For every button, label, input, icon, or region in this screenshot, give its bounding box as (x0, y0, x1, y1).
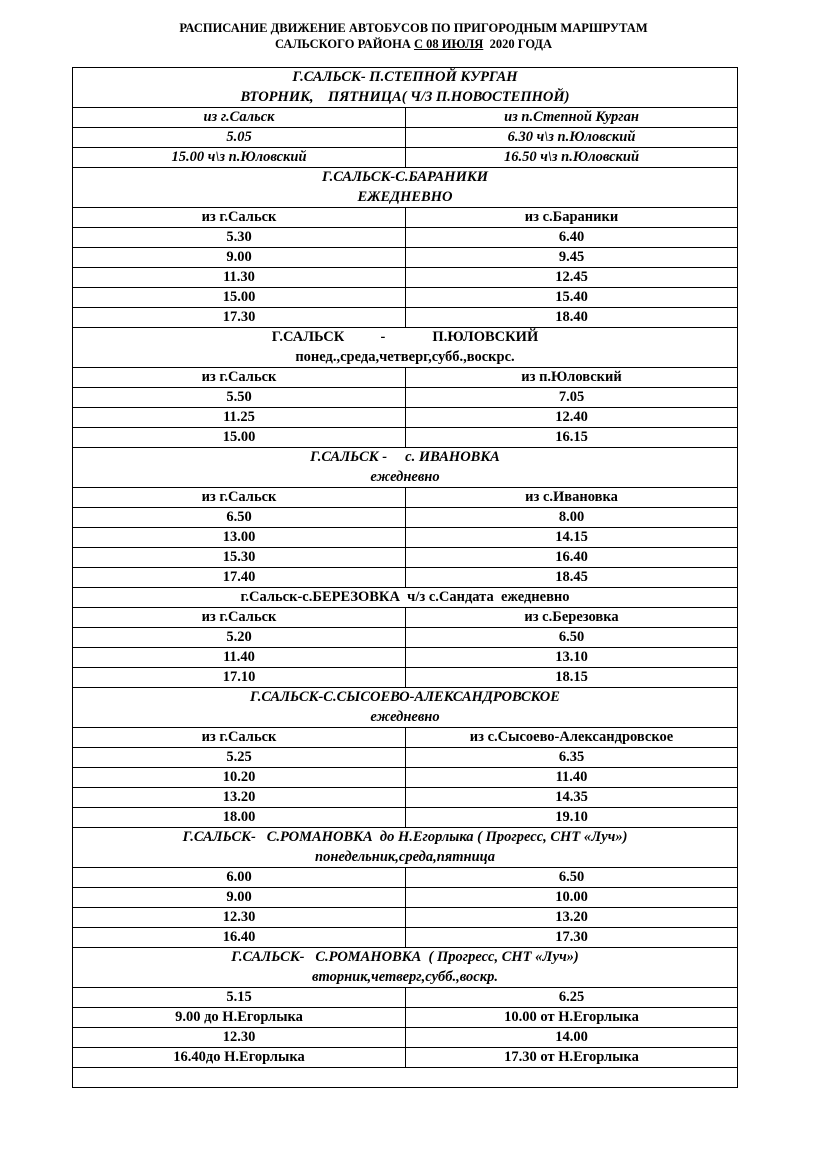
route-days: ЕЖЕДНЕВНО (357, 188, 453, 205)
departure-time: 16.40до Н.Егорлыка (73, 1048, 406, 1068)
departure-time: 6.50 (73, 508, 406, 528)
return-time: 19.10 (406, 808, 738, 828)
route-name: Г.САЛЬСК - П.ЮЛОВСКИЙ (271, 329, 539, 345)
return-time: 18.15 (406, 668, 738, 688)
return-time: 18.40 (406, 308, 738, 328)
col-from-header: из г.Сальск (73, 728, 406, 748)
return-time: 6.35 (406, 748, 738, 768)
route-days: вторник,четверг,субб.,воскр. (312, 968, 498, 985)
route-title-row (73, 448, 738, 488)
route-days: ВТОРНИК, ПЯТНИЦА( Ч/З П.НОВОСТЕПНОЙ) (240, 88, 570, 105)
departure-time: 11.40 (73, 648, 406, 668)
route-title (73, 828, 738, 868)
table-row (73, 668, 738, 688)
return-time: 10.00 от Н.Егорлыка (406, 1008, 738, 1028)
departure-time: 17.40 (73, 568, 406, 588)
return-time: 13.10 (406, 648, 738, 668)
table-row (73, 628, 738, 648)
route-title (73, 948, 738, 988)
return-time: 6.50 (406, 868, 738, 888)
route-title-row (73, 328, 738, 368)
route-name: Г.САЛЬСК- С.РОМАНОВКА до Н.Егорлыка ( Прогресс, СНТ «Луч») (182, 829, 628, 845)
departure-time: 9.00 (73, 248, 406, 268)
col-to-header: из с.Березовка (406, 608, 738, 628)
col-to-header: из п.Юловский (406, 368, 738, 388)
column-header-row (73, 728, 738, 748)
table-row (73, 408, 738, 428)
route-title-row (73, 68, 738, 108)
departure-time: 9.00 до Н.Егорлыка (73, 1008, 406, 1028)
header-line-2 (0, 36, 827, 52)
table-row (73, 648, 738, 668)
return-time: 11.40 (406, 768, 738, 788)
route-title-row (73, 828, 738, 868)
table-row (73, 528, 738, 548)
return-time: 6.40 (406, 228, 738, 248)
route-title-row (73, 688, 738, 728)
table-row (73, 568, 738, 588)
table-row (73, 1028, 738, 1048)
table-row (73, 928, 738, 948)
table-row (73, 428, 738, 448)
table-row (73, 1008, 738, 1028)
table-row (73, 268, 738, 288)
table-row (73, 748, 738, 768)
col-from-header: из г.Сальск (73, 208, 406, 228)
table-row (73, 248, 738, 268)
return-time: 17.30 от Н.Егорлыка (406, 1048, 738, 1068)
route-days: понедельник,среда,пятница (315, 848, 495, 865)
return-time: 12.40 (406, 408, 738, 428)
return-time: 16.40 (406, 548, 738, 568)
departure-time: 5.20 (73, 628, 406, 648)
route-title (73, 68, 738, 108)
table-row (73, 1048, 738, 1068)
column-header-row (73, 208, 738, 228)
table-row (73, 808, 738, 828)
table-row (73, 888, 738, 908)
departure-time: 5.05 (73, 128, 406, 148)
route-name: Г.САЛЬСК- П.СТЕПНОЙ КУРГАН (292, 69, 518, 85)
departure-time: 16.40 (73, 928, 406, 948)
schedule-table (72, 67, 738, 1088)
table-row (73, 788, 738, 808)
departure-time: 15.00 (73, 288, 406, 308)
return-time: 10.00 (406, 888, 738, 908)
table-row (73, 508, 738, 528)
column-header-row (73, 608, 738, 628)
table-row (73, 388, 738, 408)
route-title (73, 168, 738, 208)
col-to-header: из с.Сысоево-Александровское (406, 728, 738, 748)
table-row (73, 548, 738, 568)
return-time: 13.20 (406, 908, 738, 928)
return-time: 14.35 (406, 788, 738, 808)
col-to-header: из с.Ивановка (406, 488, 738, 508)
return-time: 9.45 (406, 248, 738, 268)
table-row (73, 228, 738, 248)
departure-time: 5.50 (73, 388, 406, 408)
return-time: 14.15 (406, 528, 738, 548)
departure-time: 13.20 (73, 788, 406, 808)
departure-time: 5.25 (73, 748, 406, 768)
route-name: Г.САЛЬСК- С.РОМАНОВКА ( Прогресс, СНТ «Луч») (231, 949, 579, 965)
empty-row (73, 1068, 738, 1088)
table-row (73, 288, 738, 308)
col-to-header: из с.Бараники (406, 208, 738, 228)
departure-time: 15.30 (73, 548, 406, 568)
header-line-2-prefix: САЛЬСКОГО РАЙОНА (274, 37, 415, 51)
col-to-header: из п.Степной Курган (406, 108, 738, 128)
table-row (73, 148, 738, 168)
departure-time: 11.30 (73, 268, 406, 288)
return-time: 8.00 (406, 508, 738, 528)
table-row (73, 908, 738, 928)
return-time: 15.40 (406, 288, 738, 308)
route-name: г.Сальск-с.БЕРЕЗОВКА ч/з с.Сандата ежедневно (73, 588, 738, 608)
return-time: 16.50 ч\з п.Юловский (406, 148, 738, 168)
return-time: 14.00 (406, 1028, 738, 1048)
departure-time: 15.00 ч\з п.Юловский (73, 148, 406, 168)
table-row (73, 768, 738, 788)
departure-time: 13.00 (73, 528, 406, 548)
return-time: 7.05 (406, 388, 738, 408)
return-time: 17.30 (406, 928, 738, 948)
departure-time: 18.00 (73, 808, 406, 828)
departure-time: 10.20 (73, 768, 406, 788)
column-header-row (73, 108, 738, 128)
route-name: Г.САЛЬСК-С.СЫСОЕВО-АЛЕКСАНДРОВСКОЕ (250, 689, 560, 705)
header-year: 2020 ГОДА (483, 37, 553, 51)
departure-time: 9.00 (73, 888, 406, 908)
departure-time: 6.00 (73, 868, 406, 888)
route-title-row (73, 948, 738, 988)
route-days: ежедневно (370, 708, 440, 725)
return-time: 18.45 (406, 568, 738, 588)
departure-time: 5.30 (73, 228, 406, 248)
route-title-row (73, 168, 738, 208)
column-header-row (73, 368, 738, 388)
route-name: Г.САЛЬСК - с. ИВАНОВКА (310, 449, 500, 465)
route-name: Г.САЛЬСК-С.БАРАНИКИ (322, 169, 488, 185)
return-time: 6.30 ч\з п.Юловский (406, 128, 738, 148)
departure-time: 11.25 (73, 408, 406, 428)
col-from-header: из г.Сальск (73, 368, 406, 388)
return-time: 12.45 (406, 268, 738, 288)
route-title-row (73, 588, 738, 608)
departure-time: 15.00 (73, 428, 406, 448)
table-row (73, 128, 738, 148)
departure-time: 17.30 (73, 308, 406, 328)
departure-time: 17.10 (73, 668, 406, 688)
departure-time: 12.30 (73, 908, 406, 928)
column-header-row (73, 488, 738, 508)
return-time: 6.25 (406, 988, 738, 1008)
route-days: понед.,среда,четверг,субб.,воскрс. (295, 348, 515, 365)
route-days: ежедневно (370, 468, 440, 485)
departure-time: 12.30 (73, 1028, 406, 1048)
table-row (73, 308, 738, 328)
col-from-header: из г.Сальск (73, 108, 406, 128)
table-row (73, 988, 738, 1008)
document-header (0, 20, 827, 52)
departure-time: 5.15 (73, 988, 406, 1008)
empty-cell (73, 1068, 738, 1088)
col-from-header: из г.Сальск (73, 608, 406, 628)
return-time: 16.15 (406, 428, 738, 448)
col-from-header: из г.Сальск (73, 488, 406, 508)
header-date: С 08 ИЮЛЯ (414, 37, 484, 51)
return-time: 6.50 (406, 628, 738, 648)
route-title (73, 448, 738, 488)
table-row (73, 868, 738, 888)
route-title (73, 328, 738, 368)
route-title (73, 688, 738, 728)
header-line-1: РАСПИСАНИЕ ДВИЖЕНИЕ АВТОБУСОВ ПО ПРИГОРОДНЫМ МАРШРУТАМ (179, 21, 648, 35)
